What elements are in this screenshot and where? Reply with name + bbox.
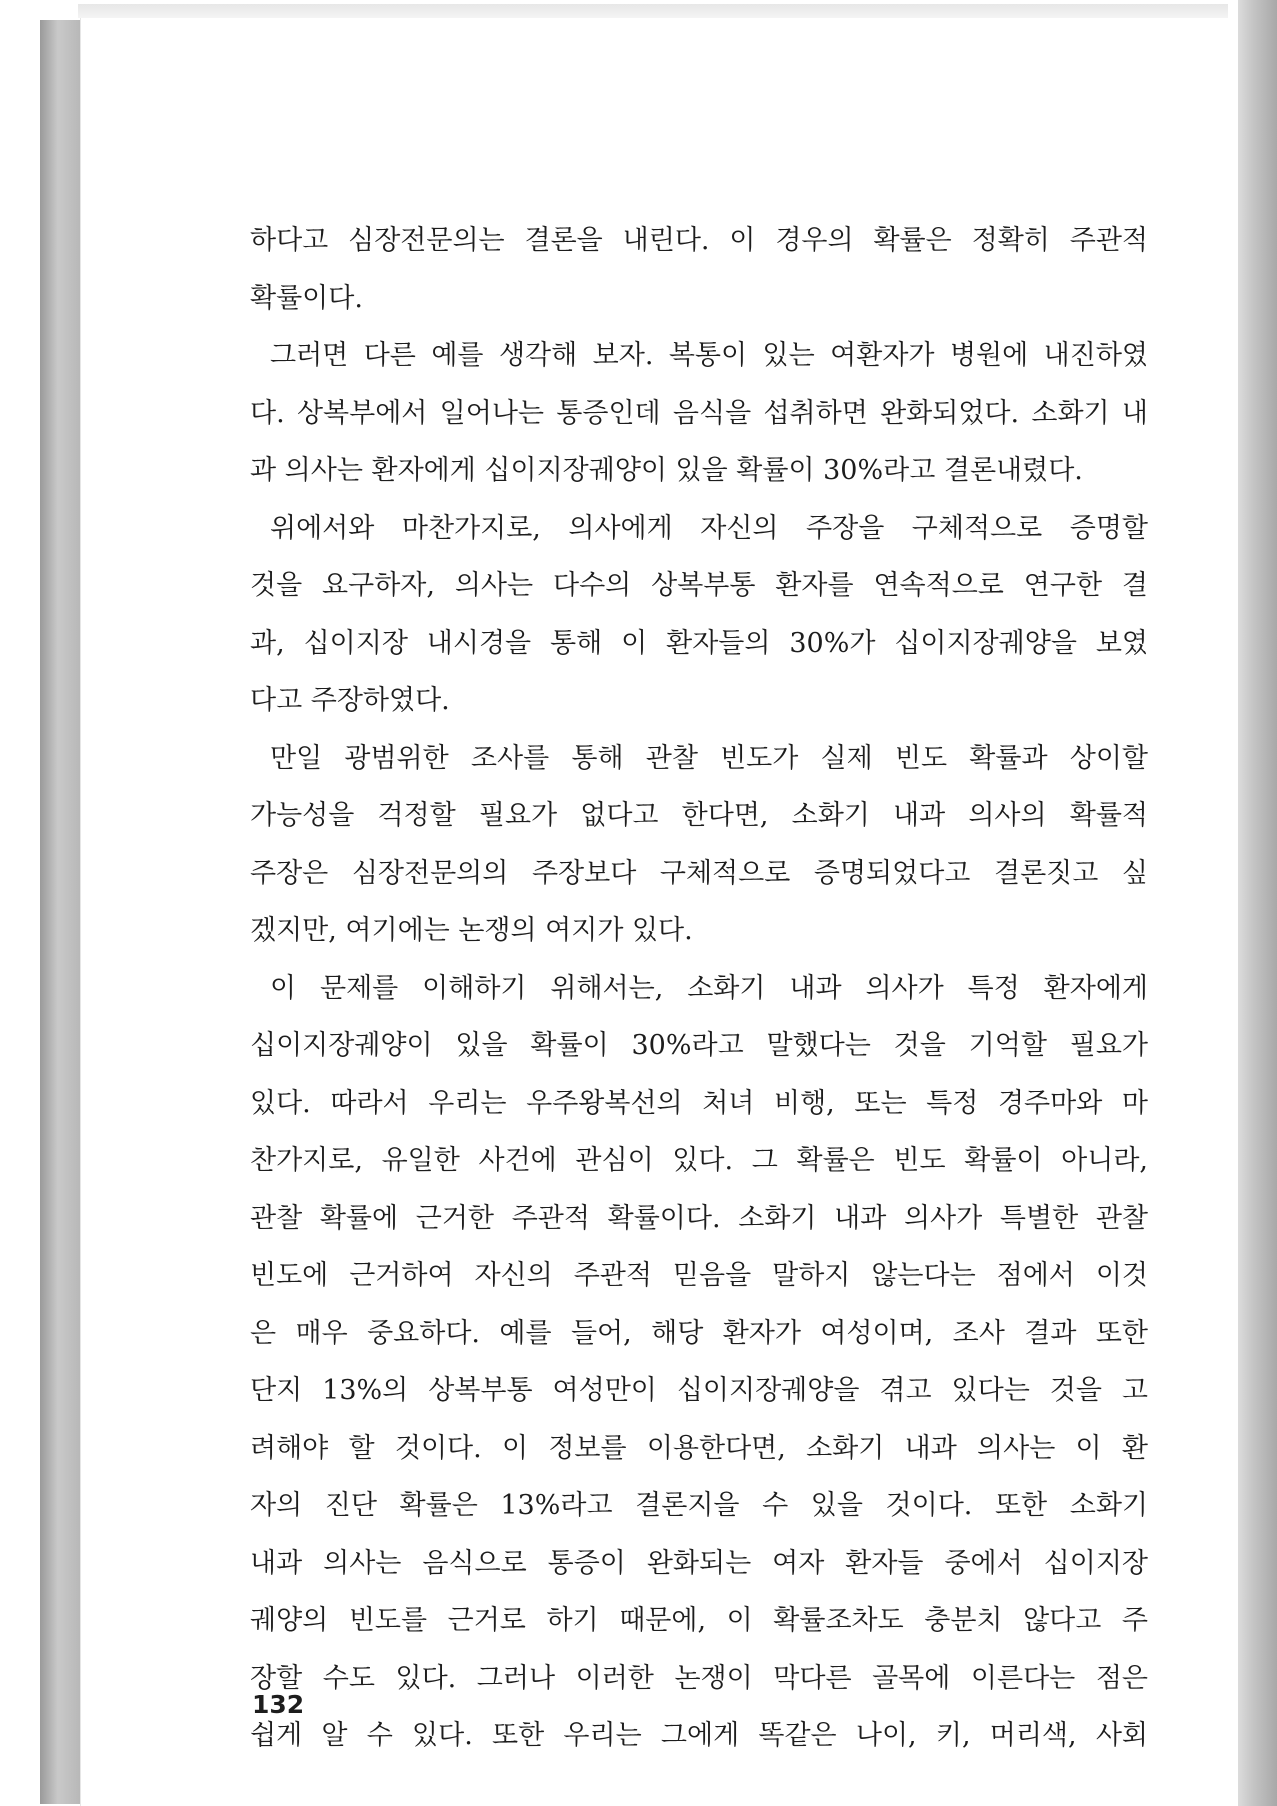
- text-line: 하다고 심장전문의는 결론을 내린다. 이 경우의 확률은 정확히 주관적: [250, 225, 1148, 256]
- text-line: 빈도에 근거하여 자신의 주관적 믿음을 말하지 않는다는 점에서 이것: [250, 1260, 1148, 1291]
- text-line: 그러면 다른 예를 생각해 보자. 복통이 있는 여환자가 병원에 내진하였: [270, 340, 1148, 371]
- text-line: 확률이다.: [250, 282, 363, 314]
- book-spine: [40, 14, 80, 1804]
- text-line: 가능성을 걱정할 필요가 없다고 한다면, 소화기 내과 의사의 확률적: [250, 800, 1148, 831]
- page-edge-top: [78, 4, 1228, 18]
- text-line: 주장은 심장전문의의 주장보다 구체적으로 증명되었다고 결론짓고 싶: [250, 857, 1148, 889]
- text-line: 단지 13%의 상복부통 여성만이 십이지장궤양을 겪고 있다는 것을 고: [250, 1375, 1148, 1406]
- body-text: [250, 212, 1148, 1765]
- text-line: 자의 진단 확률은 13%라고 결론지을 수 있을 것이다. 또한 소화기: [250, 1490, 1148, 1521]
- text-line: 만일 광범위한 조사를 통해 관찰 빈도가 실제 빈도 확률과 상이할: [270, 742, 1148, 774]
- text-line: 찬가지로, 유일한 사건에 관심이 있다. 그 확률은 빈도 확률이 아니라,: [250, 1145, 1148, 1176]
- text-line: 쉽게 알 수 있다. 또한 우리는 그에게 똑같은 나이, 키, 머리색, 사회: [250, 1720, 1148, 1751]
- text-line: 이 문제를 이해하기 위해서는, 소화기 내과 의사가 특정 환자에게: [270, 972, 1148, 1004]
- text-line: 은 매우 중요하다. 예를 들어, 해당 환자가 여성이며, 조사 결과 또한: [250, 1317, 1148, 1349]
- text-line: 십이지장궤양이 있을 확률이 30%라고 말했다는 것을 기억할 필요가: [250, 1030, 1148, 1061]
- text-line: 관찰 확률에 근거한 주관적 확률이다. 소화기 내과 의사가 특별한 관찰: [250, 1202, 1148, 1234]
- text-line: 려해야 할 것이다. 이 정보를 이용한다면, 소화기 내과 의사는 이 환: [250, 1432, 1148, 1464]
- text-line: 궤양의 빈도를 근거로 하기 때문에, 이 확률조차도 충분치 않다고 주: [250, 1605, 1148, 1636]
- text-line: 다. 상복부에서 일어나는 통증인데 음식을 섭취하면 완화되었다. 소화기 내: [250, 397, 1148, 429]
- page-edge-right: [1238, 0, 1277, 1806]
- text-line: 것을 요구하자, 의사는 다수의 상복부통 환자를 연속적으로 연구한 결: [250, 570, 1148, 601]
- text-line: 있다. 따라서 우리는 우주왕복선의 처녀 비행, 또는 특정 경주마와 마: [250, 1087, 1148, 1119]
- text-line: 과, 십이지장 내시경을 통해 이 환자들의 30%가 십이지장궤양을 보였: [250, 627, 1148, 659]
- text-line: 겠지만, 여기에는 논쟁의 여지가 있다.: [250, 915, 693, 946]
- text-line: 내과 의사는 음식으로 통증이 완화되는 여자 환자들 중에서 십이지장: [250, 1547, 1148, 1579]
- spine-corner: [40, 0, 80, 20]
- page-number: 132: [252, 1690, 305, 1719]
- text-line: 다고 주장하였다.: [250, 685, 450, 716]
- text-line: 과 의사는 환자에게 십이지장궤양이 있을 확률이 30%라고 결론내렸다.: [250, 455, 1083, 486]
- text-line: 장할 수도 있다. 그러나 이러한 논쟁이 막다른 골목에 이른다는 점은: [250, 1662, 1148, 1694]
- text-line: 위에서와 마찬가지로, 의사에게 자신의 주장을 구체적으로 증명할: [270, 512, 1148, 544]
